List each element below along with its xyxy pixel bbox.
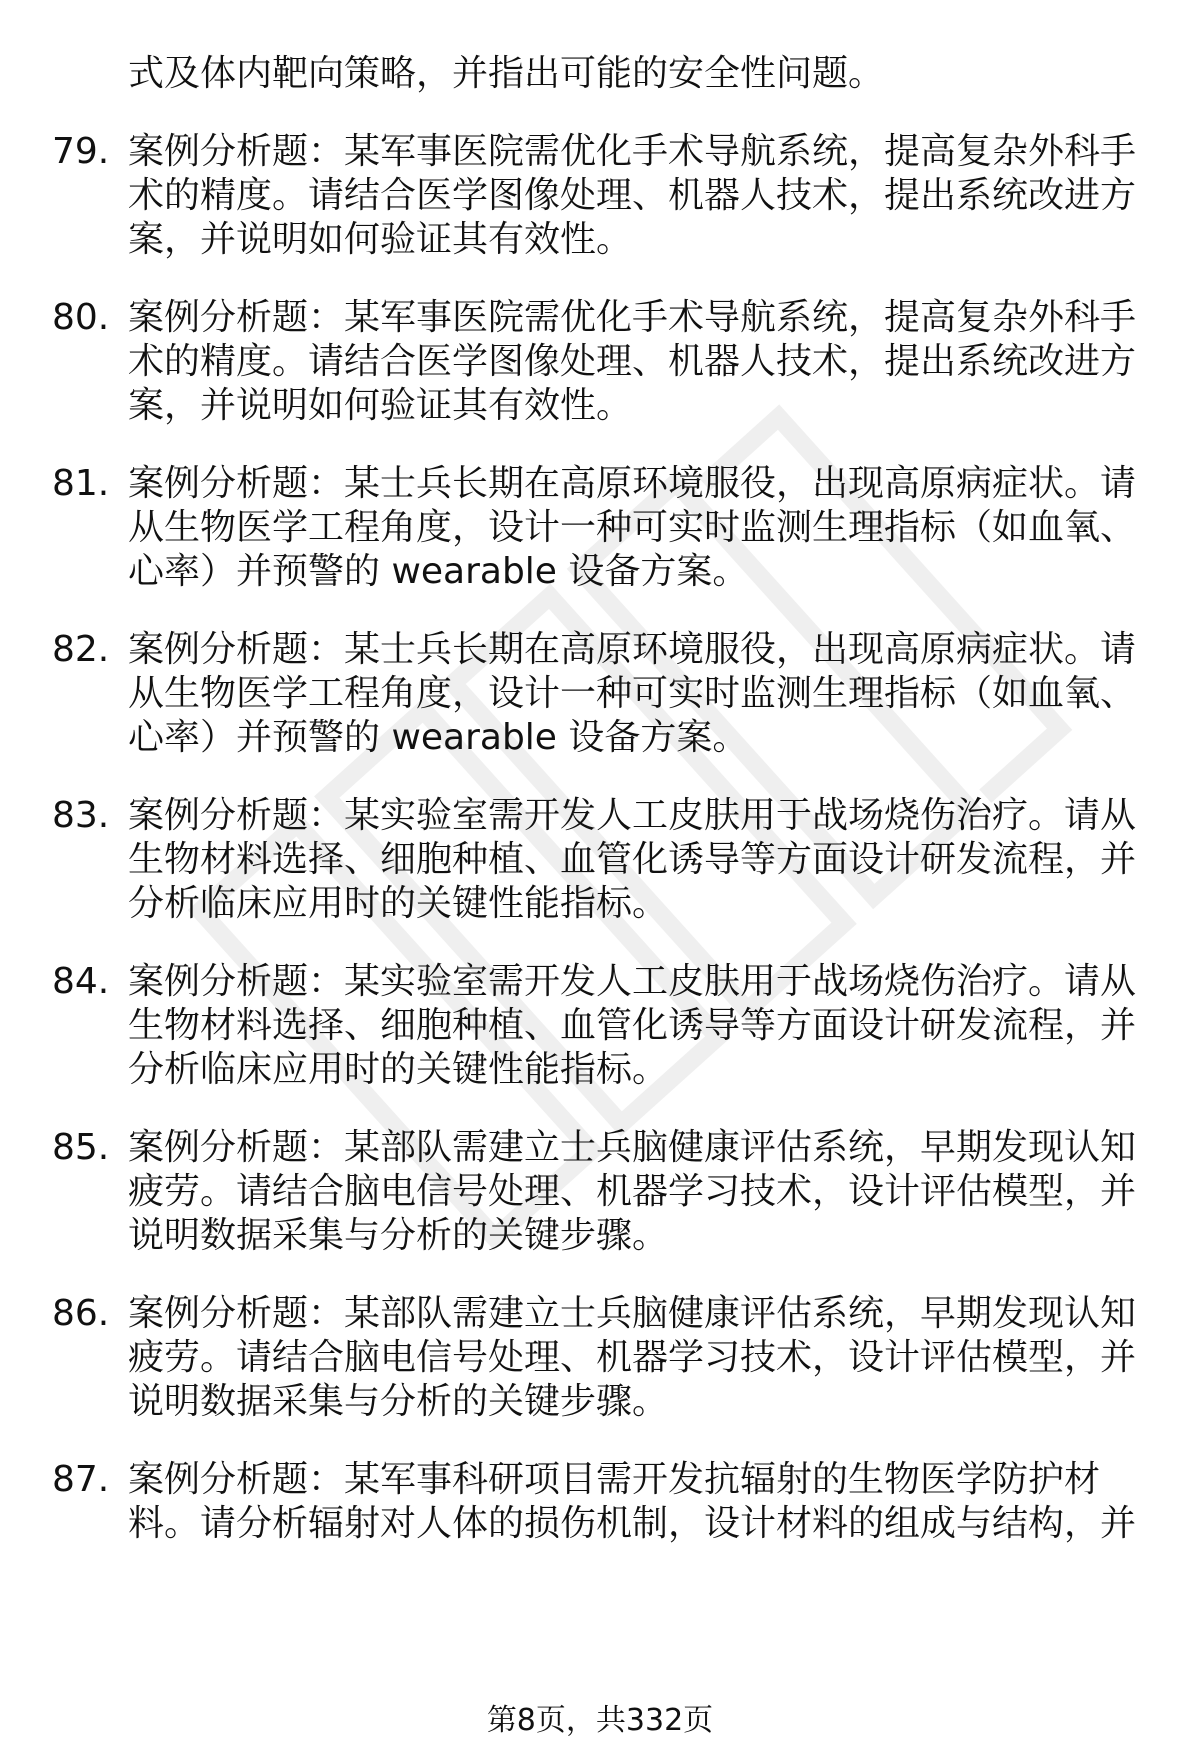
question-number: 80. xyxy=(52,297,110,338)
question-text-line: 案例分析题：某军事医院需优化手术导航系统，提高复杂外科手 xyxy=(128,297,1137,338)
question-text-line: 说明数据采集与分析的关键步骤。 xyxy=(128,1381,669,1422)
question-text-line: 心率）并预警的 wearable 设备方案。 xyxy=(128,717,749,758)
continuation-text: 式及体内靶向策略，并指出可能的安全性问题。 xyxy=(128,53,885,94)
question-number: 85. xyxy=(52,1127,110,1168)
question-number: 84. xyxy=(52,961,110,1002)
question-text-line: 生物材料选择、细胞种植、血管化诱导等方面设计研发流程，并 xyxy=(128,1005,1137,1046)
question-text-line: 案例分析题：某实验室需开发人工皮肤用于战场烧伤治疗。请从 xyxy=(128,961,1137,1002)
question-text-line: 说明数据采集与分析的关键步骤。 xyxy=(128,1215,669,1256)
question-number: 87. xyxy=(52,1459,110,1500)
question-text-line: 案例分析题：某军事医院需优化手术导航系统，提高复杂外科手 xyxy=(128,131,1137,172)
question-text-line: 案例分析题：某部队需建立士兵脑健康评估系统，早期发现认知 xyxy=(128,1293,1137,1334)
question-text-line: 案，并说明如何验证其有效性。 xyxy=(128,219,633,260)
question-text-line: 案，并说明如何验证其有效性。 xyxy=(128,385,633,426)
question-text-line: 料。请分析辐射对人体的损伤机制，设计材料的组成与结构，并 xyxy=(128,1503,1137,1544)
question-number: 86. xyxy=(52,1293,110,1334)
question-text-line: 从生物医学工程角度，设计一种可实时监测生理指标（如血氧、 xyxy=(128,673,1137,714)
page-number-footer: 第8页，共332页 xyxy=(486,1703,714,1738)
question-text-line: 疲劳。请结合脑电信号处理、机器学习技术，设计评估模型，并 xyxy=(128,1171,1137,1212)
question-text-line: 案例分析题：某部队需建立士兵脑健康评估系统，早期发现认知 xyxy=(128,1127,1137,1168)
question-text-line: 术的精度。请结合医学图像处理、机器人技术，提出系统改进方 xyxy=(128,341,1137,382)
question-number: 81. xyxy=(52,463,110,504)
question-text-line: 疲劳。请结合脑电信号处理、机器学习技术，设计评估模型，并 xyxy=(128,1337,1137,1378)
question-text-line: 案例分析题：某士兵长期在高原环境服役，出现高原病症状。请 xyxy=(128,463,1137,504)
question-text-line: 分析临床应用时的关键性能指标。 xyxy=(128,1049,669,1090)
question-text-line: 案例分析题：某军事科研项目需开发抗辐射的生物医学防护材 xyxy=(128,1459,1101,1500)
question-number: 83. xyxy=(52,795,110,836)
question-text-line: 术的精度。请结合医学图像处理、机器人技术，提出系统改进方 xyxy=(128,175,1137,216)
question-text-line: 分析临床应用时的关键性能指标。 xyxy=(128,883,669,924)
question-text-line: 案例分析题：某实验室需开发人工皮肤用于战场烧伤治疗。请从 xyxy=(128,795,1137,836)
question-text-line: 心率）并预警的 wearable 设备方案。 xyxy=(128,551,749,592)
question-text-line: 生物材料选择、细胞种植、血管化诱导等方面设计研发流程，并 xyxy=(128,839,1137,880)
question-number: 79. xyxy=(52,131,110,172)
question-text-line: 案例分析题：某士兵长期在高原环境服役，出现高原病症状。请 xyxy=(128,629,1137,670)
question-text-line: 从生物医学工程角度，设计一种可实时监测生理指标（如血氧、 xyxy=(128,507,1137,548)
question-number: 82. xyxy=(52,629,110,670)
